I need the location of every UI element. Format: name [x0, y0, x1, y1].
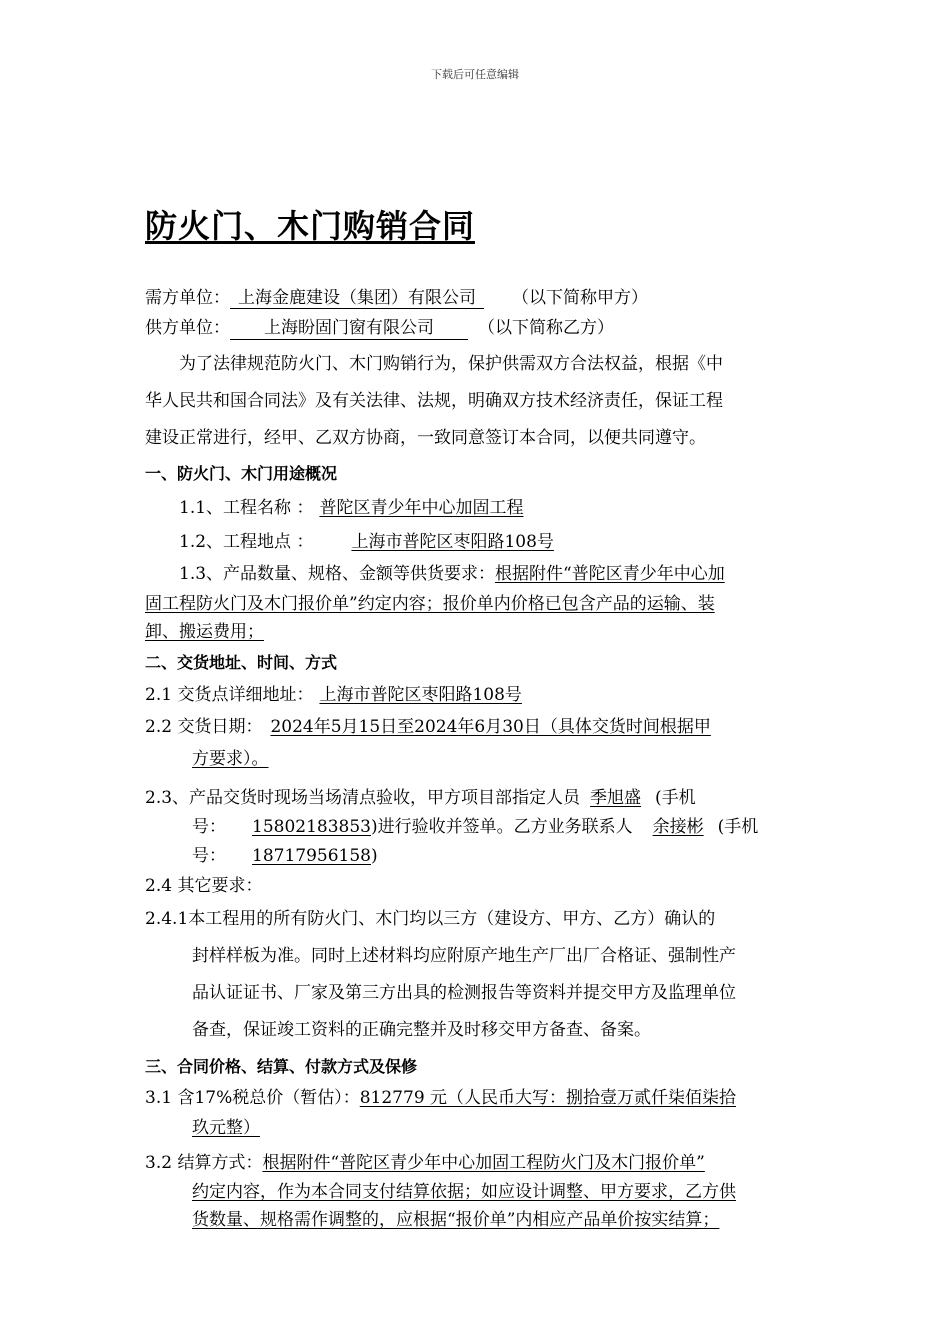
item-2-3 — [145, 783, 810, 813]
supplier-contact-phone: 18717956158 — [252, 846, 371, 866]
section-heading: 三、合同价格、结算、付款方式及保修 — [145, 1057, 418, 1076]
page-header-note: 下载后可任意编辑 — [431, 68, 519, 81]
item-text: )进行验收并签单。乙方业务联系人 — [370, 817, 633, 837]
item-3-1-cont — [145, 1112, 810, 1145]
item-label: 1.2、工程地点 ： — [179, 532, 314, 552]
item-1-3 — [145, 559, 810, 590]
contract-body — [145, 283, 810, 1234]
item-3-2 — [145, 1149, 810, 1178]
supplier-label: 供方单位： — [145, 318, 230, 338]
item-2-4: 2.4 其它要求： — [145, 876, 263, 896]
supplier-contact-person: 余接彬 — [652, 817, 704, 837]
delivery-address: 上海市普陀区枣阳路108号 — [319, 685, 522, 705]
item-1-3-cont: 固工程防火门及木门报价单”约定内容；报价单内价格已包含产品的运输、装 — [145, 594, 715, 614]
item-3-2-cont: 货数量、规格需作调整的，应根据“报价单”内相应产品单价按实结算； — [192, 1210, 720, 1230]
buyer-label: 需方单位： — [145, 288, 230, 308]
item-text: 2.3、产品交货时现场当场清点验收，甲方项目部指定人员 — [145, 788, 581, 808]
item-1-2 — [145, 525, 810, 559]
item-text: (手机 — [655, 788, 696, 808]
supplier-line — [145, 310, 810, 346]
item-2-4-1-line: 2.4.1本工程用的所有防火门、木门均以三方（建设方、甲方、乙方）确认的 — [145, 909, 716, 929]
item-value: 根据附件“普陀区青少年中心加 — [495, 564, 725, 584]
item-label: 2.1 交货点详细地址： — [145, 685, 314, 705]
item-label: 2.2 交货日期： — [145, 717, 263, 737]
buyer-line — [145, 283, 810, 310]
document-title: 防火门、木门购销合同 — [145, 207, 476, 245]
section-heading: 二、交货地址、时间、方式 — [145, 653, 338, 672]
project-name: 普陀区青少年中心加固工程 — [319, 498, 524, 518]
item-3-1 — [145, 1085, 810, 1112]
intro-line: 为了法律规范防火门、木门购销行为，保护供需双方合法权益，根据《中 — [179, 354, 723, 374]
buyer-name: 上海金鹿建设（集团）有限公司 — [230, 283, 484, 309]
item-text: (手机 — [717, 817, 759, 837]
delivery-date-cont: 方要求）。 — [192, 749, 269, 769]
item-label: 1.3、产品数量、规格、金额等供货要求： — [179, 564, 496, 584]
total-price-cont: 玖元整） — [192, 1118, 260, 1138]
item-2-2 — [145, 711, 810, 743]
item-3-2-cont: 约定内容，作为本合同支付结算依据；如应设计调整、甲方要求，乙方供 — [192, 1182, 736, 1202]
item-1-3-cont: 卸、搬运费用； — [145, 622, 264, 642]
total-price: 812779 元（人民币大写：捌拾壹万贰仟柒佰柒拾 — [359, 1088, 737, 1108]
item-text: 号： — [192, 817, 226, 837]
intro-paragraph — [145, 346, 810, 457]
intro-line: 华人民共和国合同法》及有关法律、法规，明确双方技术经济责任，保证工程 — [145, 391, 723, 411]
item-label: 3.1 含17%税总价（暂估）： — [145, 1088, 360, 1108]
buyer-contact-phone: 15802183853 — [252, 817, 371, 837]
item-label: 1.1、工程名称 ： — [179, 498, 314, 518]
item-2-3-cont — [145, 841, 810, 871]
delivery-date: 2024年5月15日至2024年6月30日（具体交货时间根据甲 — [270, 717, 711, 737]
item-2-4-1 — [145, 901, 810, 1049]
supplier-name: 上海盼固门窗有限公司 — [230, 317, 468, 340]
buyer-contact-person: 季旭盛 — [590, 788, 642, 808]
item-2-4-1-line: 品认证证书、厂家及第三方出具的检测报告等资料并提交甲方及监理单位 — [192, 983, 736, 1003]
item-2-4-1-line: 封样样板为准。同时上述材料均应附原产地生产厂出厂合格证、强制性产 — [192, 946, 736, 966]
section-heading: 一、防火门、木门用途概况 — [145, 464, 338, 483]
buyer-note: （以下简称甲方） — [512, 288, 648, 308]
item-text: ) — [370, 846, 378, 866]
item-1-1 — [145, 491, 810, 525]
item-2-4-1-line: 备查，保证竣工资料的正确完整并及时移交甲方备查、备案。 — [192, 1020, 651, 1040]
settlement-method: 根据附件“普陀区青少年中心加固工程防火门及木门报价单” — [262, 1153, 705, 1173]
item-2-2-cont — [145, 743, 810, 775]
item-2-3-cont — [145, 813, 810, 841]
supplier-note: （以下简称乙方） — [478, 318, 614, 338]
intro-line: 建设正常进行，经甲、乙双方协商，一致同意签订本合同，以便共同遵守。 — [145, 428, 706, 448]
project-location: 上海市普陀区枣阳路108号 — [351, 532, 554, 552]
item-text: 号： — [192, 846, 226, 866]
item-2-1 — [145, 679, 810, 711]
item-label: 3.2 结算方式： — [145, 1153, 263, 1173]
